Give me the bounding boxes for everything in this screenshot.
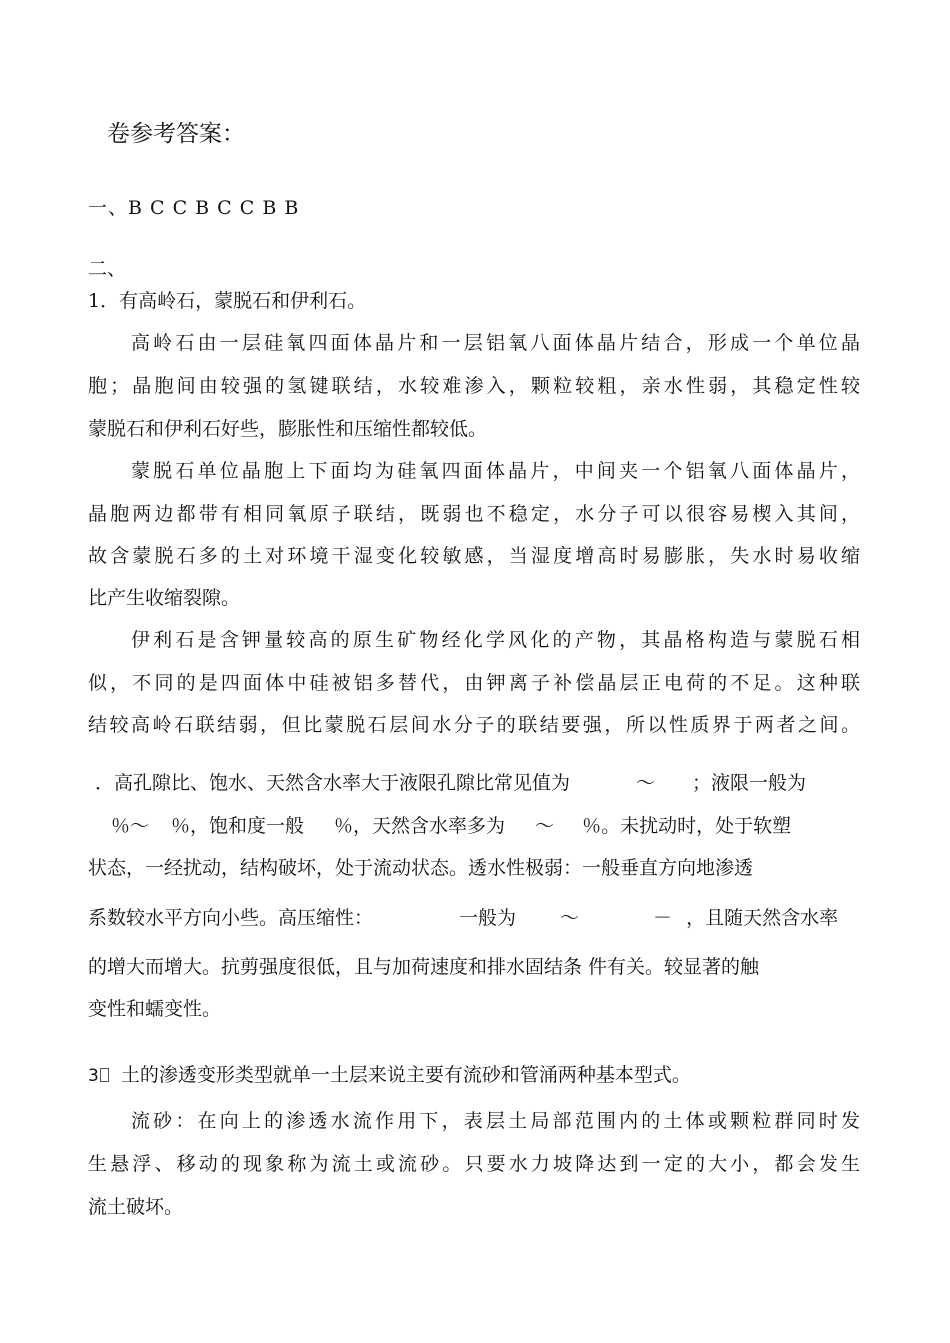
part-one-answers: 一、B C C B C C B B xyxy=(88,197,300,219)
soft-clay-line-2-d: ～ xyxy=(535,815,555,837)
soft-clay-line-4-c: ～ xyxy=(560,907,580,929)
soft-clay-line-4-a: 系数较水平方向小些。高压缩性： xyxy=(88,907,374,929)
illite-line-2: 似，不同的是四面体中硅被铝多替代，由钾离子补偿晶层正电荷的不足。这种联 xyxy=(88,672,860,694)
soft-clay-line-2-b: ％，饱和度一般 xyxy=(171,815,305,837)
soft-clay-line-4 xyxy=(88,906,838,930)
soft-clay-line-4-e: ，且随天然含水率 xyxy=(686,907,839,929)
illite-line-3: 结较高岭石联结弱，但比蒙脱石层间水分子的联结要强，所以性质界于两者之间。 xyxy=(88,714,860,736)
question-three-intro-text: 土的渗透变形类型就单一土层来说主要有流砂和管涌两种基本型式。 xyxy=(120,1064,691,1086)
kaolinite-line-3: 蒙脱石和伊利石好些，膨胀性和压缩性都较低。 xyxy=(88,418,488,440)
montmorillonite-line-1: 蒙脱石单位晶胞上下面均为硅氧四面体晶片，中间夹一个铝氧八面体晶片， xyxy=(131,460,860,482)
soft-clay-line-1-c: ；液限一般为 xyxy=(692,772,807,794)
quicksand-line-1: 流砂：在向上的渗透水流作用下，表层土局部范围内的土体或颗粒群同时发 xyxy=(131,1110,860,1132)
illite-line-1: 伊利石是含钾量较高的原生矿物经化学风化的产物，其晶格构造与蒙脱石相 xyxy=(131,629,860,651)
soft-clay-line-4-b: 一般为 xyxy=(459,907,517,929)
question-three-number: 3 xyxy=(88,1066,99,1086)
montmorillonite-line-3: 故含蒙脱石多的土对环境干湿变化较敏感，当湿度增高时易膨胀，失水时易收缩 xyxy=(88,545,860,567)
soft-clay-line-1-b: ～ xyxy=(636,772,656,794)
soft-clay-line-1-a: ．高孔隙比、饱水、天然含水率大于液限孔隙比常见值为 xyxy=(95,772,571,794)
page-title: 卷参考答案： xyxy=(107,121,245,147)
montmorillonite-line-4: 比产生收缩裂隙。 xyxy=(88,587,241,609)
quicksand-line-2: 生悬浮、移动的现象称为流土或流砂。只要水力坡降达到一定的大小，都会发生 xyxy=(88,1153,860,1175)
montmorillonite-line-2: 晶胞两边都带有相同氧原子联结，既弱也不稳定，水分子可以很容易楔入其间， xyxy=(88,503,860,525)
soft-clay-line-6: 变性和蠕变性。 xyxy=(88,998,222,1020)
missing-glyph-box xyxy=(100,1068,109,1082)
soft-clay-line-4-d: － xyxy=(653,907,673,929)
soft-clay-line-5: 的增大而增大。抗剪强度很低，且与加荷速度和排水固结条 件有关。较显著的触 xyxy=(88,956,760,978)
soft-clay-line-2-c: ％，天然含水率多为 xyxy=(334,815,506,837)
soft-clay-line-3: 状态，一经扰动，结构破坏，处于流动状态。透水性极弱：一般垂直方向地渗透 xyxy=(88,857,754,879)
soft-clay-line-1 xyxy=(95,771,806,795)
quicksand-line-3: 流土破坏。 xyxy=(88,1196,184,1218)
kaolinite-line-1: 高岭石由一层硅氧四面体晶片和一层铝氧八面体晶片结合，形成一个单位晶 xyxy=(131,332,860,354)
soft-clay-line-2-a: ％～ xyxy=(111,815,150,837)
question-one-intro: 1．有高岭石，蒙脱石和伊利石。 xyxy=(88,290,367,312)
question-three-intro xyxy=(88,1063,691,1088)
part-two-heading: 二、 xyxy=(88,258,127,280)
kaolinite-line-2: 胞；晶胞间由较强的氢键联结，水较难渗入，颗粒较粗，亲水性弱，其稳定性较 xyxy=(88,375,860,397)
soft-clay-line-2 xyxy=(111,814,791,838)
soft-clay-line-2-e: ％。未扰动时，处于软塑 xyxy=(582,815,792,837)
